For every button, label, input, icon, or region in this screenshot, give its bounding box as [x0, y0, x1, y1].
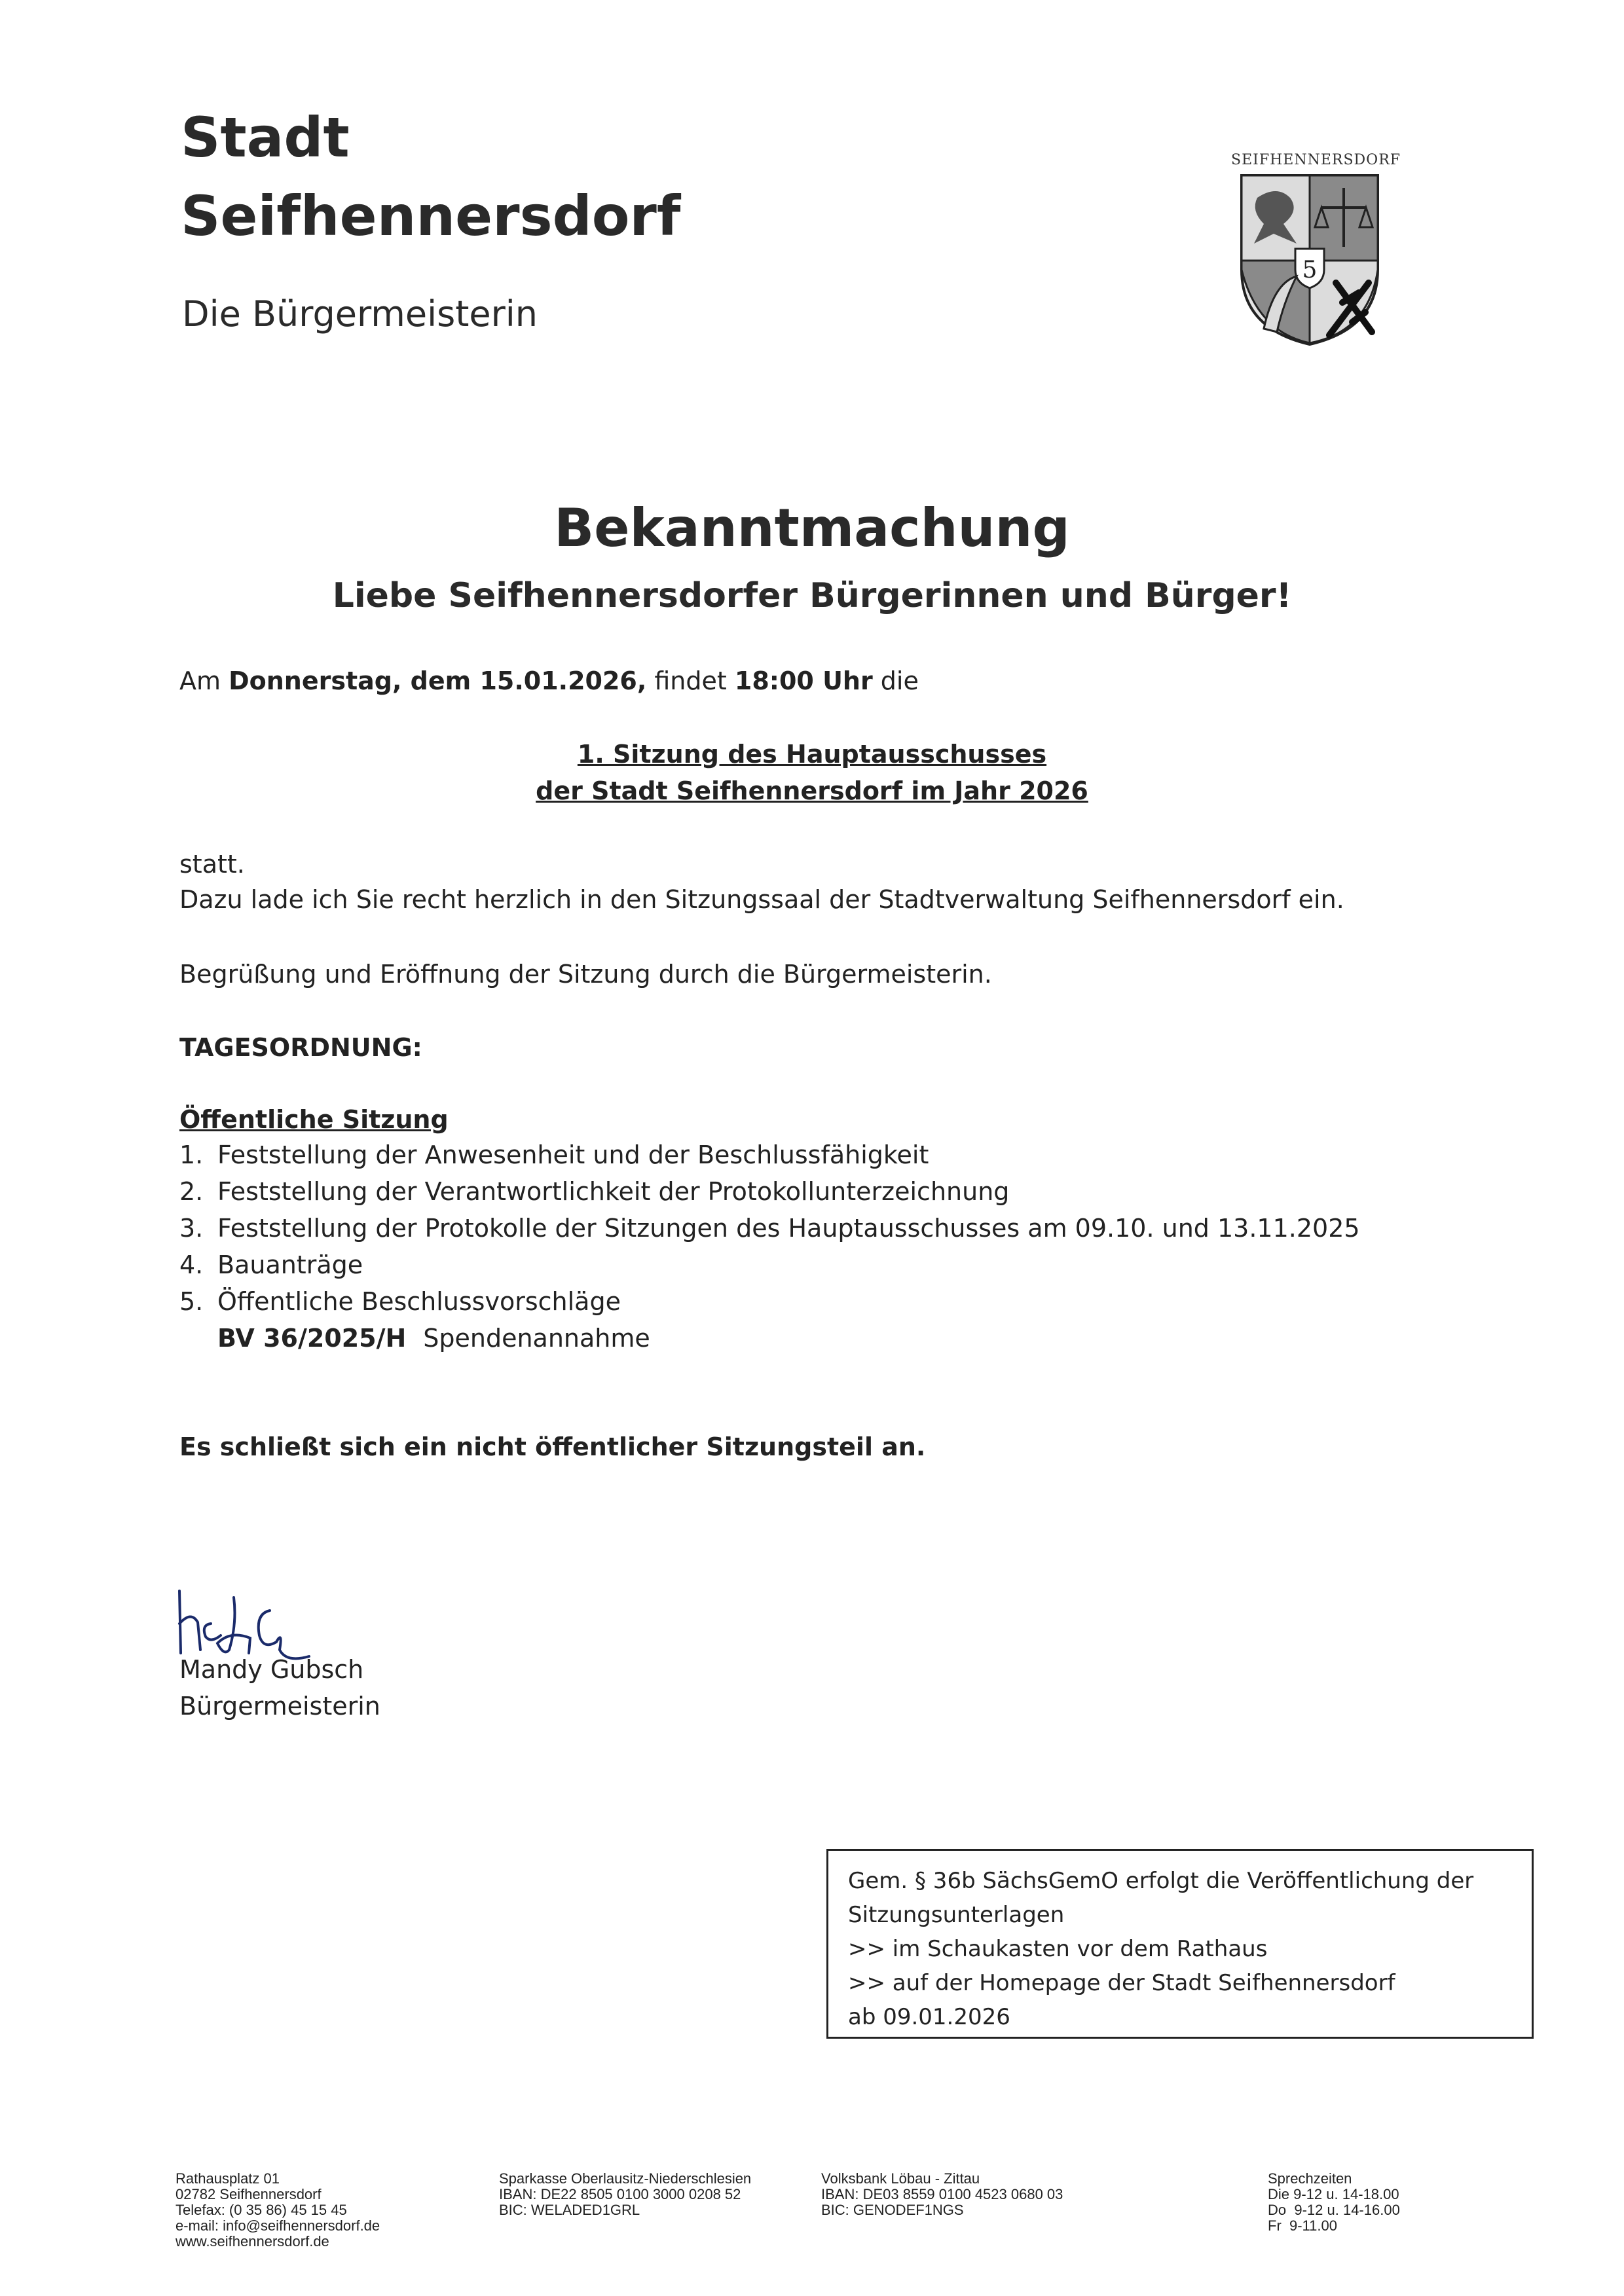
- closing-text: Es schließt sich ein nicht öffentlicher Sitzungsteil an.: [179, 1432, 926, 1461]
- publication-notice-box: [826, 1849, 1534, 2039]
- agenda-item: [179, 1214, 1360, 1243]
- agenda-item: [179, 1250, 363, 1279]
- footer-website[interactable]: www.seifhennersdorf.de: [175, 2233, 329, 2250]
- footer-line: IBAN: DE22 8505 0100 3000 0208 52: [499, 2186, 741, 2202]
- footer-line: Rathausplatz 01: [175, 2170, 280, 2187]
- agenda-heading: TAGESORDNUNG:: [179, 1033, 422, 1062]
- notice-line: Sitzungsunterlagen: [848, 1902, 1065, 1928]
- agenda-item-number: 1.: [179, 1140, 204, 1169]
- agenda-item: [179, 1287, 621, 1316]
- footer-line: BIC: WELADED1GRL: [499, 2202, 640, 2218]
- notice-line: >> im Schaukasten vor dem Rathaus: [848, 1936, 1268, 1962]
- crest-label: SEIFHENNERSDORF: [1231, 152, 1401, 168]
- notice-line: ab 09.01.2026: [848, 2004, 1010, 2030]
- meeting-line2: der Stadt Seifhennersdorf im Jahr 2026: [536, 776, 1088, 805]
- agenda-item-text: Feststellung der Protokolle der Sitzungen des Hauptausschusses am 09.10. und 13.11.2025: [217, 1214, 1360, 1243]
- signatory-role: Bürgermeisterin: [179, 1692, 380, 1721]
- opening-text: Begrüßung und Eröffnung der Sitzung durch die Bürgermeisterin.: [179, 960, 992, 989]
- footer-office-hours: [1268, 2171, 1400, 2234]
- intro-day: Donnerstag, dem 15.01.2026,: [229, 666, 647, 695]
- statt-text: statt.: [179, 850, 245, 879]
- greeting: Liebe Seifhennersdorfer Bürgerinnen und Bürger!: [332, 576, 1292, 615]
- footer-line: Telefax: (0 35 86) 45 15 45: [175, 2202, 347, 2218]
- header-subtitle: Die Bürgermeisterin: [182, 293, 538, 335]
- intro-findet: findet: [646, 666, 735, 695]
- city-title-line2: Seifhennersdorf: [181, 184, 681, 248]
- footer-line: Die 9-12 u. 14-18.00: [1268, 2186, 1399, 2202]
- footer-line: BIC: GENODEF1NGS: [821, 2202, 964, 2218]
- agenda-item-number: 5.: [179, 1287, 204, 1316]
- agenda-item-number: 4.: [179, 1250, 204, 1279]
- footer-line: 02782 Seifhennersdorf: [175, 2186, 322, 2202]
- footer-address: [175, 2171, 380, 2250]
- footer-line: Volksbank Löbau - Zittau: [821, 2170, 980, 2187]
- intro-line: [179, 666, 919, 697]
- footer-line: Do 9-12 u. 14-16.00: [1268, 2202, 1400, 2218]
- intro-die: die: [872, 666, 919, 695]
- coat-of-arms-icon: [1238, 172, 1382, 348]
- agenda-item-text: Feststellung der Verantwortlichkeit der Protokollunterzeichnung: [217, 1177, 1010, 1206]
- meeting-line1: 1. Sitzung des Hauptausschusses: [577, 740, 1047, 769]
- agenda-item: [179, 1177, 1009, 1206]
- agenda-sub-item: [217, 1324, 650, 1353]
- invitation-text: Dazu lade ich Sie recht herzlich in den Sitzungssaal der Stadtverwaltung Seifhennersdorf ein.: [179, 885, 1344, 914]
- notice-line: Gem. § 36b SächsGemO erfolgt die Veröffentlichung der: [848, 1868, 1474, 1894]
- footer-bank-sparkasse: [499, 2171, 751, 2218]
- notice-line: >> auf der Homepage der Stadt Seifhennersdorf: [848, 1970, 1395, 1996]
- document-title: Bekanntmachung: [554, 498, 1070, 558]
- agenda-sub-item-text: Spendenannahme: [423, 1324, 650, 1353]
- footer-line: Sprechzeiten: [1268, 2170, 1352, 2187]
- signatory-name: Mandy Gubsch: [179, 1655, 364, 1684]
- agenda-item-number: 2.: [179, 1177, 204, 1206]
- footer-line: IBAN: DE03 8559 0100 4523 0680 03: [821, 2186, 1063, 2202]
- footer-line: Fr 9-11.00: [1268, 2217, 1337, 2234]
- agenda-item: [179, 1140, 929, 1169]
- agenda-item-text: Feststellung der Anwesenheit und der Beschlussfähigkeit: [217, 1140, 929, 1169]
- svg-text:5: 5: [1302, 257, 1318, 283]
- intro-am: Am: [179, 666, 229, 695]
- intro-time: 18:00 Uhr: [734, 666, 873, 695]
- agenda-section: Öffentliche Sitzung: [179, 1105, 449, 1134]
- city-title-line1: Stadt: [181, 105, 350, 170]
- agenda-item-number: 3.: [179, 1214, 204, 1243]
- agenda-sub-item-code: BV 36/2025/H: [217, 1324, 407, 1353]
- agenda-item-text: Öffentliche Beschlussvorschläge: [217, 1287, 621, 1316]
- agenda-item-text: Bauanträge: [217, 1250, 363, 1279]
- footer-bank-volksbank: [821, 2171, 1063, 2218]
- footer-email[interactable]: e-mail: info@seifhennersdorf.de: [175, 2217, 380, 2234]
- footer-line: Sparkasse Oberlausitz-Niederschlesien: [499, 2170, 752, 2187]
